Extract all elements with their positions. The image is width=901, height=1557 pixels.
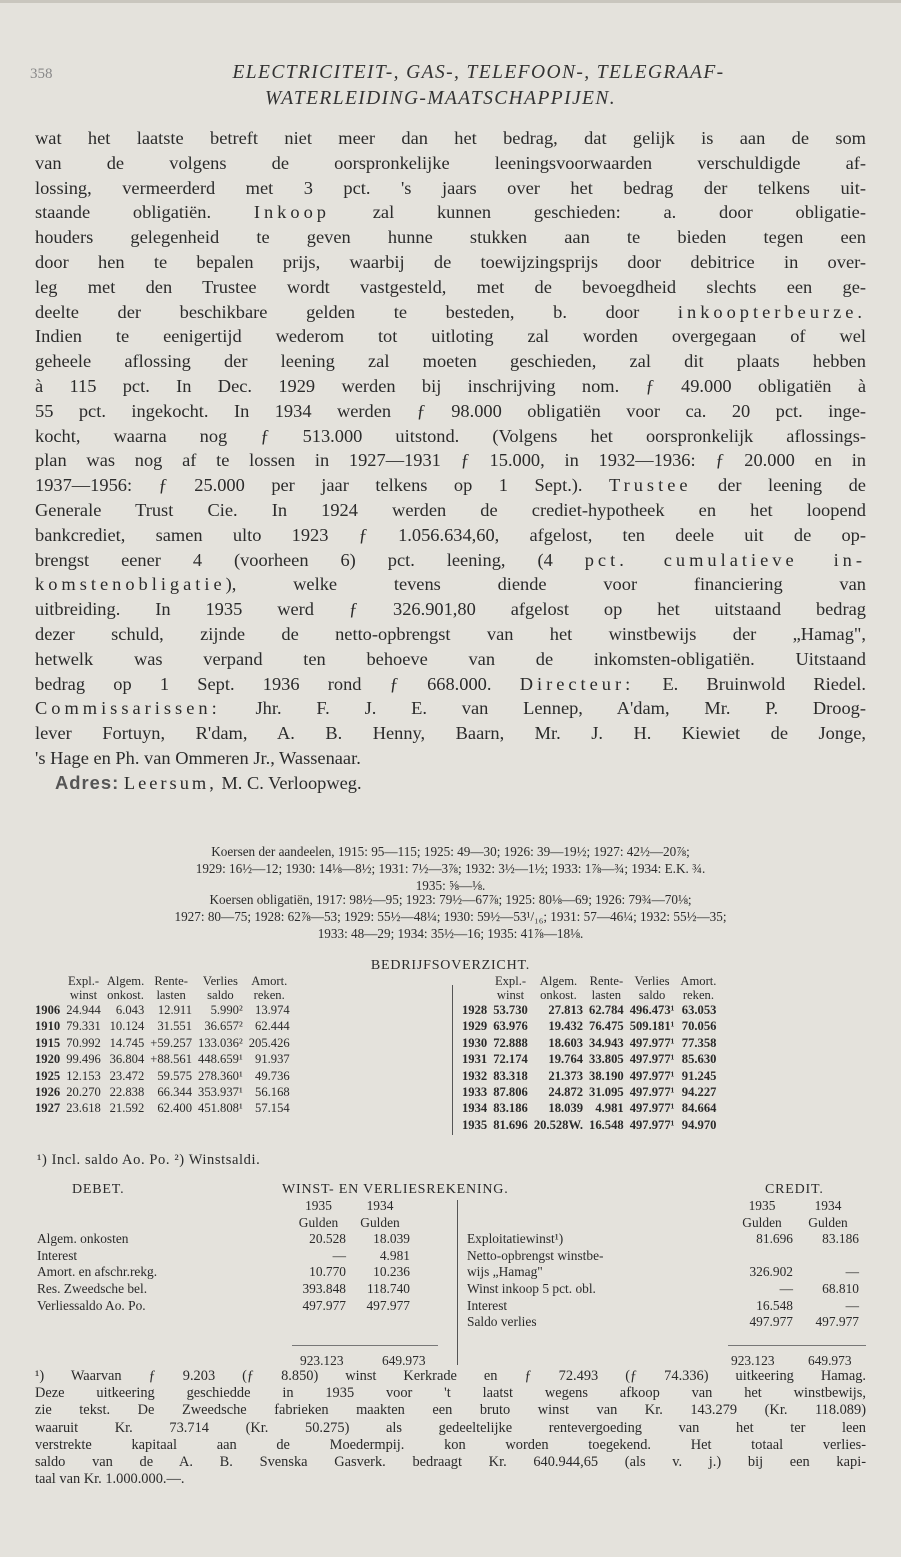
value-cell: 16.548 [589, 1117, 624, 1132]
address-line [35, 771, 866, 796]
value-cell: 18.039 [548, 1101, 584, 1116]
col-header: Verlies saldo [634, 974, 670, 1002]
value-cell: 24.944 [66, 1003, 101, 1017]
operations-table-left [35, 974, 293, 1117]
debet-total-1934: 649.973 [382, 1353, 426, 1368]
account-value: 16.548 [756, 1297, 793, 1313]
share-prices [35, 843, 866, 894]
year-cell: 1925 [35, 1068, 61, 1083]
year-cell: 1926 [35, 1085, 61, 1100]
value-cell: 5.990² [210, 1003, 243, 1017]
account-label: Exploitatiewinst¹) [467, 1231, 564, 1247]
credit-total-1934: 649.973 [808, 1353, 852, 1368]
value-cell: 99.496 [66, 1052, 101, 1067]
value-cell: 77.358 [681, 1035, 717, 1050]
value-cell: 20.528W. [533, 1117, 584, 1132]
value-cell: 36.657² [204, 1019, 243, 1034]
account-row [35, 1281, 412, 1298]
value-cell: 94.227 [681, 1085, 717, 1100]
credit-total-rule [728, 1345, 866, 1346]
account-label: Algem. onkosten [37, 1231, 129, 1247]
year-cell: 1935 [462, 1117, 488, 1132]
header-title-line2: WATERLEIDING-MAATSCHAPPIJEN. [264, 88, 617, 109]
account-row [465, 1281, 861, 1298]
body-line: staande obligatiën. Inkoop zal kunnen geschieden: a. door obligatie- [35, 202, 866, 223]
bond-prices-line: Koersen obligatiën, 1917: 98½—95; 1923: 79½—67⅞; 1925: 80⅛—69; 1926: 79¾—70⅛; [209, 892, 692, 907]
value-cell: 205.426 [248, 1035, 290, 1050]
body-line: 1937—1956: ƒ 25.000 per jaar telkens op 1 Sept.). Trustee der leening de [35, 475, 866, 496]
body-line: komstenobligatie), welke tevens diende voor financiering van [35, 574, 866, 595]
value-cell: 33.805 [589, 1052, 624, 1067]
year-header: 1935 [748, 1198, 776, 1213]
value-cell: 496.473¹ [629, 1003, 675, 1017]
value-cell: 451.808¹ [198, 1101, 243, 1116]
value-cell: 49.736 [255, 1068, 290, 1083]
table-row [462, 1100, 719, 1116]
col-header: Amort. reken. [251, 974, 288, 1002]
year-cell: 1931 [462, 1052, 488, 1067]
account-value: 18.039 [373, 1231, 410, 1247]
value-cell: 38.190 [589, 1068, 624, 1083]
spaced-term: Directeur: [519, 673, 635, 694]
value-cell: 448.659¹ [198, 1052, 243, 1067]
year-cell: 1933 [462, 1085, 488, 1100]
year-cell: 1934 [462, 1101, 488, 1116]
value-cell: 83.318 [493, 1068, 528, 1083]
year-header: 1934 [366, 1198, 394, 1213]
spaced-term: pct. cumulatieve in- [584, 549, 866, 570]
top-border [0, 0, 901, 3]
year-header: 1935 [305, 1198, 332, 1213]
value-cell: 19.764 [548, 1052, 584, 1067]
share-prices-line: 1935: ⅝—⅛. [415, 878, 486, 893]
body-line: door hen te bepalen prijs, waarbij de toewijzingsprijs door debitrice in over- [35, 251, 866, 272]
value-cell: 70.056 [681, 1019, 717, 1034]
note-line: taal van Kr. 1.000.000.—. [35, 1471, 185, 1488]
account-value: 20.528 [309, 1231, 346, 1247]
account-value: 4.981 [379, 1247, 410, 1263]
value-cell: 31.551 [157, 1019, 193, 1034]
value-cell: +59.257 [150, 1035, 193, 1050]
body-line: lever Fortuyn, R'dam, A. B. Henny, Baarn, Mr. J. H. Kiewiet de Jonge, [35, 723, 866, 744]
note-line: verstrekte kapitaal aan de Moedermpij. kon worden toegekend. Het totaal verlies- [35, 1436, 866, 1453]
account-row [465, 1248, 861, 1265]
value-cell: 34.943 [589, 1035, 624, 1050]
credit-table [465, 1198, 861, 1331]
value-cell: 94.970 [681, 1117, 717, 1132]
page-header [0, 62, 901, 116]
table-row [462, 1084, 719, 1100]
col-header: Algem. onkost. [106, 974, 145, 1002]
body-line: Generale Trust Cie. In 1924 werden de crediet-hypotheek en het loopend [35, 499, 866, 520]
table-divider [452, 985, 453, 1135]
account-value: 68.810 [822, 1280, 859, 1296]
bond-prices [35, 891, 866, 942]
value-cell: 84.664 [681, 1101, 717, 1116]
debet-total-rule [292, 1345, 438, 1346]
table-row [462, 1035, 719, 1051]
body-line: houders gelegenheid te geven hunne stukken aan te bieden tegen een [35, 227, 866, 248]
value-cell: 19.432 [548, 1019, 584, 1034]
account-value: — [845, 1297, 859, 1313]
account-value [795, 1248, 861, 1265]
table-row [35, 1035, 293, 1051]
body-line: bedrag op 1 Sept. 1936 rond ƒ 668.000. Directeur: E. Bruinwold Riedel. [35, 673, 866, 694]
value-cell: 36.804 [109, 1052, 145, 1067]
value-cell: 497.977¹ [629, 1035, 675, 1050]
year-cell: 1910 [35, 1019, 61, 1034]
debet-total-1935: 923.123 [300, 1353, 344, 1368]
spaced-term: Commissarissen: [35, 698, 221, 719]
value-cell: 21.592 [109, 1101, 145, 1116]
account-value: 497.977 [749, 1314, 793, 1330]
table-row [35, 1068, 293, 1084]
table-row [462, 1018, 719, 1034]
body-line: brengst eener 4 (voorheen 6) pct. leening, (4 pct. cumulatieve in- [35, 549, 866, 570]
col-header: Rente- lasten [589, 974, 624, 1002]
value-cell: 497.977¹ [629, 1117, 675, 1132]
value-cell: 85.630 [681, 1052, 717, 1067]
account-row [35, 1231, 412, 1248]
body-line: bankcrediet, samen ulto 1923 ƒ 1.056.634,60, afgelost, ten deele uit de op- [35, 524, 866, 545]
year-cell: 1927 [35, 1101, 61, 1116]
value-cell: 63.976 [493, 1019, 528, 1034]
value-cell: 23.472 [109, 1068, 145, 1083]
account-label: Winst inkoop 5 pct. obl. [467, 1280, 596, 1296]
value-cell: 497.977¹ [629, 1101, 675, 1116]
value-cell: 91.937 [255, 1052, 290, 1067]
account-value: 81.696 [756, 1231, 793, 1247]
address-label: Adres: [55, 771, 120, 793]
value-cell: 24.872 [548, 1085, 584, 1100]
account-value: 497.977 [366, 1297, 410, 1313]
value-cell: 353.937¹ [198, 1085, 243, 1100]
body-line: kocht, waarna nog ƒ 513.000 uitstond. (Volgens het oorspronkelijk aflossings- [35, 425, 866, 446]
col-header: Expl.- winst [67, 974, 100, 1002]
value-cell: 63.053 [681, 1003, 717, 1017]
account-label: wijs „Hamag" [467, 1264, 543, 1280]
value-cell: 22.838 [109, 1085, 145, 1100]
body-line: geheele aflossing der leening zal moeten geschieden, zal dit plaats hebben [35, 351, 866, 372]
note-line: Deze uitkeering geschiedde in 1935 voor 't laatst wegens afkoop van het winstbewijs, [35, 1385, 866, 1402]
spaced-term: Trustee [609, 475, 692, 496]
body-line: hetwelk was verpand ten behoeve van de inkomsten-obligatiën. Uitstaand [35, 648, 866, 669]
value-cell: 497.977¹ [629, 1052, 675, 1067]
table-row [462, 1117, 719, 1133]
value-cell: 62.400 [157, 1101, 193, 1116]
credit-title: CREDIT. [765, 1182, 824, 1197]
value-cell: 6.043 [115, 1003, 145, 1017]
value-cell: 18.603 [548, 1035, 584, 1050]
value-cell: 70.992 [66, 1035, 101, 1050]
bond-prices-line: 1927: 80—75; 1928: 62⅞—53; 1929: 55½—48¼; 1930: 59½—53¹/₁₆; 1931: 57—46¼; 1932: 55½—35; [174, 909, 727, 924]
body-line: deelte der beschikbare gelden te besteden, b. door inkoopterbeurze. [35, 301, 866, 322]
note-line: zie tekst. De Zweedsche fabrieken maakten een bruto winst van Kr. 143.279 (Kr. 118.089) [35, 1402, 866, 1419]
address-place: Leersum, [123, 772, 217, 793]
unit-header: Gulden [360, 1214, 400, 1230]
pl-title: WINST- EN VERLIESREKENING. [282, 1182, 509, 1197]
value-cell: 10.124 [109, 1019, 145, 1034]
body-line: Commissarissen: Jhr. F. J. E. van Lennep, A'dam, Mr. P. Droog- [35, 698, 866, 719]
value-cell: 87.806 [493, 1085, 528, 1100]
value-cell: 59.575 [157, 1068, 193, 1083]
account-row [35, 1298, 412, 1315]
value-cell: 57.154 [255, 1101, 290, 1116]
table-row [462, 1068, 719, 1084]
body-text [35, 126, 866, 796]
page-number: 358 [30, 66, 53, 82]
account-value: — [845, 1264, 859, 1280]
unit-header: Gulden [808, 1214, 848, 1230]
spaced-term: Inkoop [253, 202, 330, 223]
value-cell: 497.977¹ [629, 1068, 675, 1083]
account-value: 497.977 [815, 1314, 859, 1330]
year-cell: 1929 [462, 1019, 488, 1034]
value-cell: 56.168 [255, 1085, 290, 1100]
table-row [35, 1051, 293, 1067]
value-cell: 53.730 [493, 1003, 528, 1017]
value-cell: 12.153 [66, 1068, 101, 1083]
table-row [35, 1018, 293, 1034]
note-line: ¹) Waarvan ƒ 9.203 (ƒ 8.850) winst Kerkrade en ƒ 72.493 (ƒ 74.336) uitkeering Hamag. [35, 1368, 866, 1384]
value-cell: 20.270 [66, 1085, 101, 1100]
body-line: plan was nog af te lossen in 1927—1931 ƒ 15.000, in 1932—1936: ƒ 20.000 en in [35, 450, 866, 471]
operations-table-right [462, 974, 719, 1133]
account-value: — [332, 1247, 346, 1263]
value-cell: 21.373 [548, 1068, 584, 1083]
year-cell: 1906 [35, 1003, 61, 1017]
value-cell: 13.974 [255, 1003, 290, 1017]
value-cell: 79.331 [66, 1019, 101, 1034]
year-header: 1934 [814, 1198, 842, 1213]
share-prices-line: Koersen der aandeelen, 1915: 95—115; 1925: 49—30; 1926: 39—19½; 1927: 42½—20⅞; [211, 844, 690, 859]
value-cell: 72.888 [493, 1035, 528, 1050]
account-row [35, 1248, 412, 1265]
address-street: M. C. Verloopweg. [221, 772, 362, 793]
account-value: 393.848 [302, 1280, 346, 1296]
account-label: Res. Zweedsche bel. [37, 1280, 148, 1296]
col-header: Expl.- winst [494, 974, 527, 1002]
table-row [35, 1084, 293, 1100]
account-value: — [779, 1280, 793, 1296]
value-cell: 14.745 [109, 1035, 145, 1050]
operations-overview-title: BEDRIJFSOVERZICHT. [370, 958, 531, 973]
col-header: Verlies saldo [202, 974, 238, 1002]
account-value: 118.740 [366, 1280, 410, 1296]
value-cell: 23.618 [66, 1101, 101, 1116]
account-row [465, 1264, 861, 1281]
account-row [465, 1298, 861, 1315]
value-cell: 27.813 [548, 1003, 584, 1017]
body-line: dezer schuld, zijnde de netto-opbrengst van het winstbewijs der „Hamag", [35, 623, 866, 644]
value-cell: 91.245 [681, 1068, 717, 1083]
year-cell: 1915 [35, 1035, 61, 1050]
account-value: 10.236 [373, 1264, 410, 1280]
pl-divider [457, 1200, 458, 1365]
account-value: 497.977 [302, 1297, 346, 1313]
year-cell: 1930 [462, 1035, 488, 1050]
value-cell: 72.174 [493, 1052, 528, 1067]
spaced-term: komstenobligatie [35, 574, 226, 595]
body-line: leg met den Trustee wordt vastgesteld, met de bevoegdheid slechts een ge- [35, 276, 866, 297]
value-cell: 83.186 [493, 1101, 528, 1116]
body-line: uitbreiding. In 1935 werd ƒ 326.901,80 afgelost op het uitstaand bedrag [35, 599, 866, 620]
account-label: Interest [37, 1247, 78, 1263]
year-cell: 1920 [35, 1052, 61, 1067]
value-cell: 4.981 [595, 1101, 624, 1116]
account-label: Saldo verlies [467, 1314, 537, 1330]
account-value: 83.186 [822, 1231, 859, 1247]
value-cell: 81.696 [493, 1117, 528, 1132]
value-cell: 62.784 [589, 1003, 624, 1017]
value-cell: +88.561 [150, 1052, 193, 1067]
body-line: 55 pct. ingekocht. In 1934 werden ƒ 98.000 obligatiën voor ca. 20 pct. inge- [35, 400, 866, 421]
bond-prices-line: 1933: 48—29; 1934: 35½—16; 1935: 41⅞—18⅛. [317, 926, 584, 941]
credit-total-1935: 923.123 [731, 1353, 775, 1368]
table-row [35, 1002, 293, 1018]
account-row [35, 1264, 412, 1281]
table-footnote: ¹) Incl. saldo Ao. Po. ²) Winstsaldi. [37, 1152, 261, 1168]
value-cell: 76.475 [589, 1019, 624, 1034]
year-cell: 1932 [462, 1068, 488, 1083]
table-row [462, 1051, 719, 1067]
pl-footnote [35, 1368, 866, 1488]
account-label: Verliessaldo Ao. Po. [37, 1297, 146, 1313]
col-header: Rente- lasten [154, 974, 188, 1002]
body-line: wat het laatste betreft niet meer dan het bedrag, dat gelijk is aan de som [35, 128, 866, 148]
account-value: 10.770 [309, 1264, 346, 1280]
value-cell: 12.911 [157, 1003, 193, 1017]
value-cell: 509.181¹ [629, 1019, 675, 1034]
body-line: 's Hage en Ph. van Ommeren Jr., Wassenaar. [35, 747, 361, 768]
col-header: Amort. reken. [680, 974, 717, 1002]
debet-table [35, 1198, 412, 1314]
table-row [35, 1100, 293, 1116]
account-label: Amort. en afschr.rekg. [37, 1264, 158, 1280]
account-row [465, 1314, 861, 1331]
account-value: 326.902 [749, 1264, 793, 1280]
spaced-term: inkoopterbeurze. [677, 301, 866, 322]
value-cell: 278.360¹ [198, 1068, 243, 1083]
account-row [465, 1231, 861, 1248]
body-line: Indien te eenigertijd wederom tot uitloting zal worden overgegaan of wel [35, 326, 866, 347]
account-label: Netto-opbrengst winstbe- [467, 1247, 604, 1263]
debet-title: DEBET. [72, 1182, 125, 1197]
value-cell: 497.977¹ [629, 1085, 675, 1100]
unit-header: Gulden [742, 1214, 782, 1230]
body-line: van de volgens de oorspronkelijke leeningsvoorwaarden verschuldigde af- [35, 152, 866, 173]
body-line: à 115 pct. In Dec. 1929 werden bij inschrijving nom. ƒ 49.000 obligatiën à [35, 375, 866, 396]
value-cell: 31.095 [589, 1085, 624, 1100]
unit-header: Gulden [298, 1214, 339, 1230]
table-row [462, 1002, 719, 1018]
note-line: saldo van de A. B. Svenska Gasverk. bedraagt Kr. 640.944,65 (als v. j.) bij een kapi- [35, 1454, 866, 1471]
account-label: Interest [467, 1297, 508, 1313]
share-prices-line: 1929: 16½—12; 1930: 14⅛—8½; 1931: 7½—3⅞; 1932: 3½—1½; 1933: 1⅞—¾; 1934: E.K. ¾. [195, 861, 706, 876]
note-line: waaruit Kr. 73.714 (Kr. 50.275) als gedeeltelijke rentevergoeding van het ter leen [35, 1419, 866, 1436]
body-line: lossing, vermeerderd met 3 pct. 's jaars over het bedrag der telkens uit- [35, 177, 866, 198]
value-cell: 62.444 [255, 1019, 290, 1034]
value-cell: 133.036² [198, 1035, 243, 1050]
col-header: Algem. onkost. [539, 974, 578, 1002]
header-title-line1: ELECTRICITEIT-, GAS-, TELEFOON-, TELEGRAAF- [232, 62, 725, 83]
value-cell: 66.344 [157, 1085, 193, 1100]
account-value [729, 1248, 795, 1265]
year-cell: 1928 [462, 1003, 488, 1017]
